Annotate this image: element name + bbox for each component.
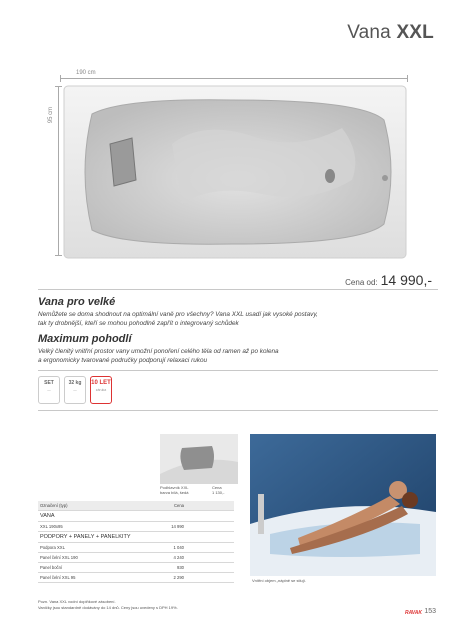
table-section-row: VANA <box>38 511 234 522</box>
bathtub-image <box>62 84 408 260</box>
section-text: Nemůžete se doma shodnout na optimální vaně pro všechny? Vana XXL usadí jak vysoké postavy, tak ty drobnější, kteří se mohou pohodlně zapřít o integrovaný schůdek <box>38 311 318 327</box>
headrest-caption: Podhlavník XXL barva bílá, šedá <box>160 485 189 495</box>
divider <box>38 410 438 411</box>
divider <box>38 289 438 290</box>
section-text: Velký členitý vnitřní prostor vany umožní ponoření celého těla od ramen až po kolena a ergonomicky tvarované područky podporují relaxaci rukou <box>38 348 279 364</box>
section-heading: Vana pro velké <box>38 296 116 308</box>
table-row: Podpora XXL 1 040 <box>38 543 234 553</box>
table-row: XXL 190x95 14 990 <box>38 522 234 532</box>
table-row: Panel boční 930 <box>38 563 234 573</box>
headrest-image <box>160 434 238 484</box>
spec-table <box>38 501 234 583</box>
footnote: Pozn. Vana XXL vodní doplňkové zásobení. Vaničky jsou standardně dodávány do 14 dnů. Ceny jsou uvedeny s DPH 19%. <box>38 599 178 610</box>
length-dimension-line <box>60 78 408 79</box>
set-badge: SET — <box>38 376 60 404</box>
brand-logo: RAVAK <box>404 610 422 616</box>
table-header-row: Označení (typ) Cena <box>38 501 234 511</box>
table-section-row: PODPORY + PANELY + PANELKITY <box>38 532 234 543</box>
table-row: Panel čelní XXL 95 2 290 <box>38 573 234 583</box>
warranty-badge: 10 LET záruka <box>90 376 112 404</box>
width-dimension-line <box>58 86 59 256</box>
section-heading: Maximum pohodlí <box>38 333 132 345</box>
length-dimension-label: 190 cm <box>76 70 96 76</box>
couple-in-bathtub-photo <box>250 434 436 576</box>
table-row: Panel čelní XXL 190 4 240 <box>38 553 234 563</box>
divider <box>38 370 438 371</box>
page-number: 153 <box>424 608 436 615</box>
width-dimension-label: 95 cm <box>48 106 55 124</box>
weight-badge: 32 kg — <box>64 376 86 404</box>
headrest-price: Cena 1 130,- <box>212 485 225 495</box>
price: Cena od: 14 990,- <box>345 272 432 288</box>
page-title: Vana XXL <box>347 22 434 43</box>
photo-caption: Vnitřní objem „náplně se stlují. <box>252 578 306 583</box>
